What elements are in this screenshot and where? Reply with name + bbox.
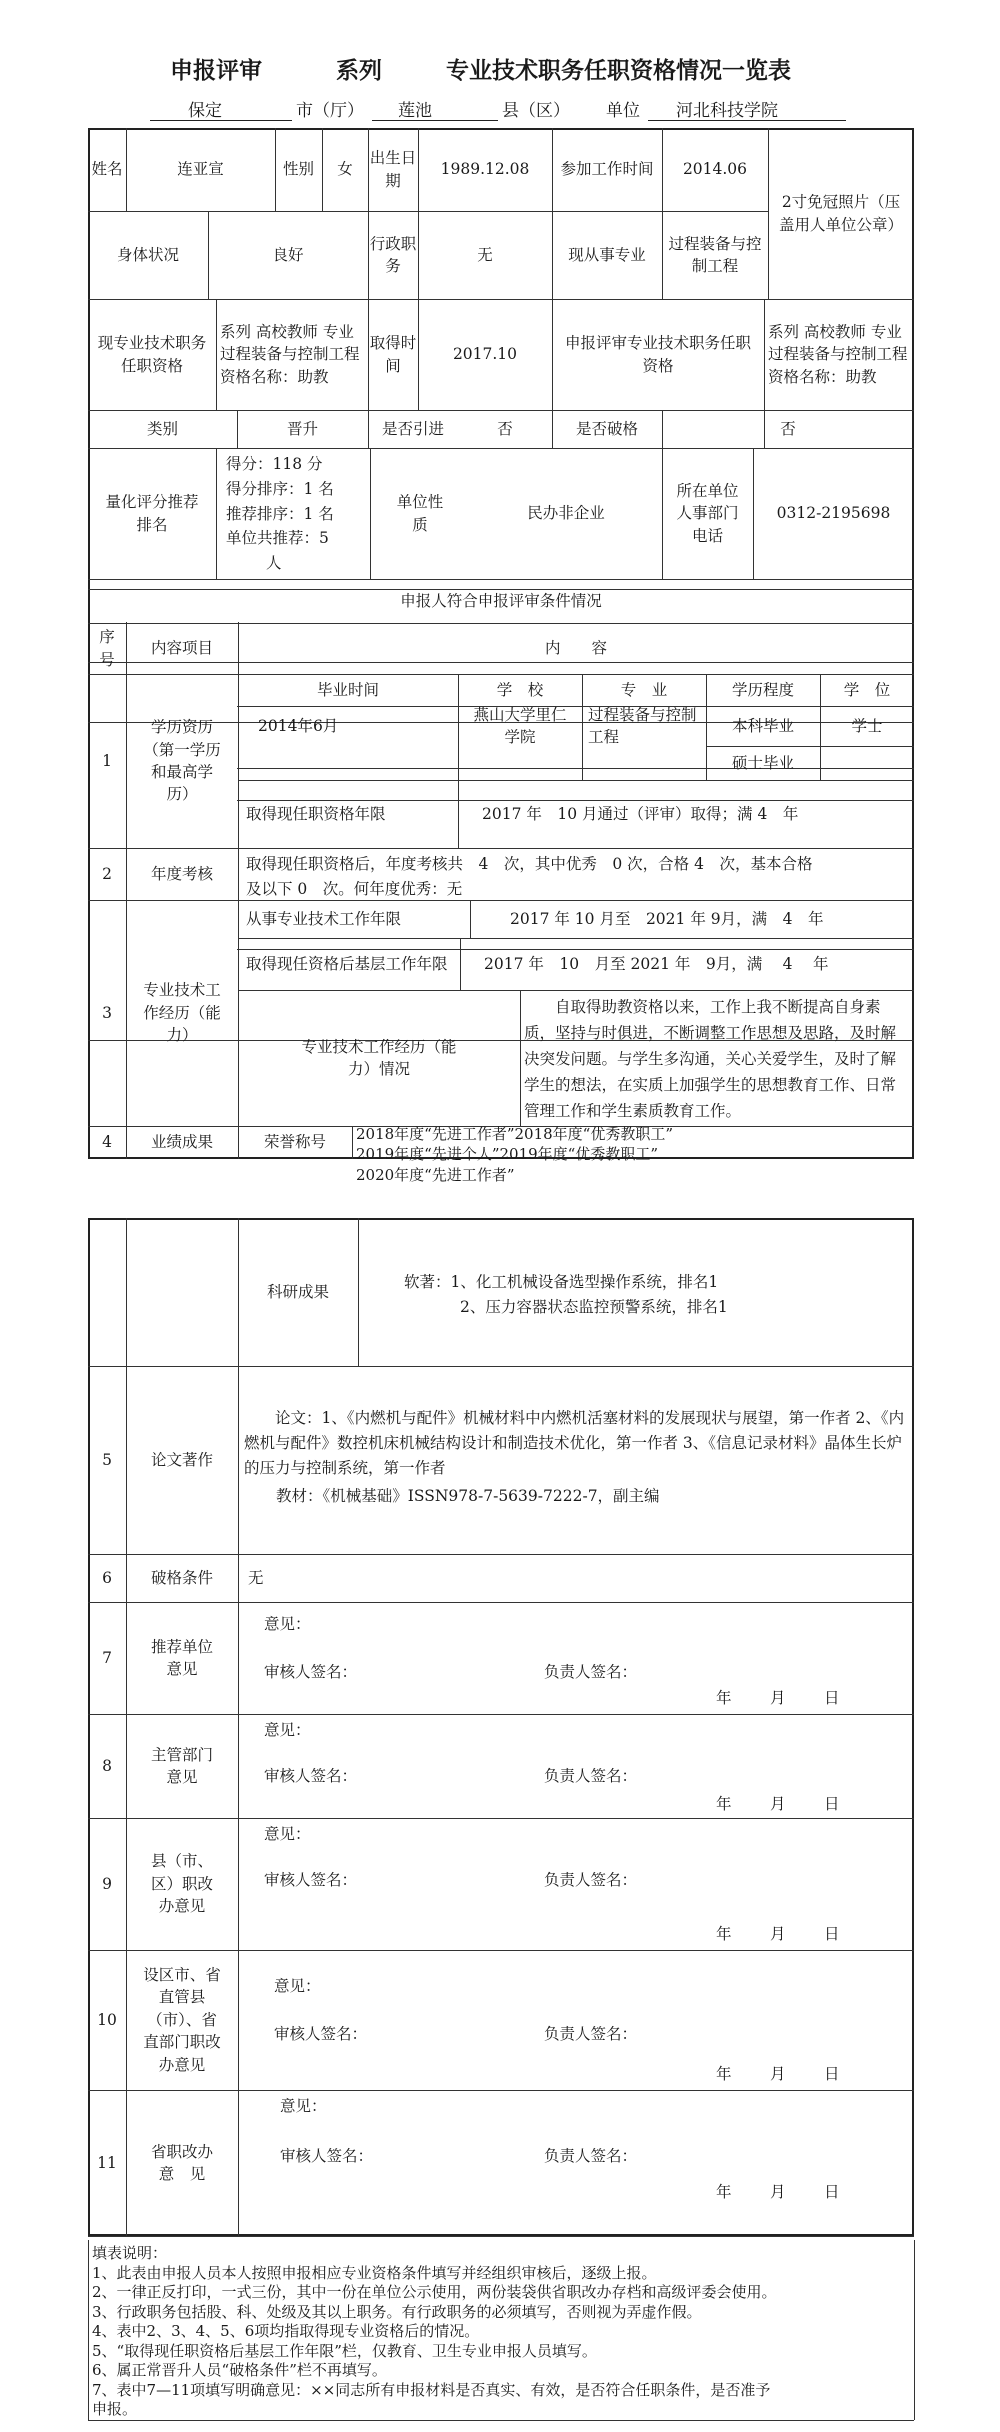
- leader-signature-label: 负责人签名：: [544, 1767, 638, 1785]
- work-start-label: 参加工作时间: [560, 160, 654, 179]
- exception-cond-value: 无: [248, 1568, 264, 1587]
- degree-value: 学士: [851, 716, 883, 735]
- date-day: 日: [824, 1689, 840, 1707]
- score-value: 得分：118 分 得分排序：1 名 推荐排序：1 名 单位共推荐：5 人: [226, 455, 334, 573]
- date-year: 年: [716, 1795, 732, 1813]
- exception-label: 是否破格: [575, 419, 638, 438]
- leader-signature-label: 负责人签名：: [544, 2025, 638, 2043]
- opinion-label: 推荐单位意见: [150, 1637, 213, 1678]
- county-underline: [372, 120, 498, 121]
- major-header: 专 业: [620, 680, 668, 699]
- admin-post-label: 行政职务: [369, 234, 417, 275]
- category-value: 晋升: [286, 419, 318, 438]
- current-major-label: 现从事专业: [568, 245, 646, 264]
- opinion-prompt: 意见：: [274, 1977, 321, 1995]
- obtain-time-label: 取得时间: [369, 334, 417, 375]
- city-value: 保定: [188, 101, 222, 121]
- school-header: 学 校: [496, 680, 544, 699]
- reviewer-signature-label: 审核人签名：: [264, 1871, 358, 1889]
- unit-nature-label: 单位性质: [396, 493, 444, 534]
- opinion-prompt: 意见：: [264, 1615, 311, 1633]
- textbook-value: 教材：《机械基础》ISSN978-7-5639-7222-7，副主编: [276, 1487, 660, 1505]
- opinion-prompt: 意见：: [264, 1721, 311, 1739]
- work-start-value: 2014.06: [682, 160, 748, 179]
- papers-value: 论文：1、《内燃机与配件》机械材料中内燃机活塞材料的发展现状与展望，第一作者 2、《内燃机与配件》数控机床机械结构设计和制造技术优化，第一作者 3、《信息记录材料》晶体生长炉的压力与控制系统，第一作者: [244, 1409, 905, 1477]
- opinion-no: 11: [97, 2153, 117, 2172]
- work-years-label: 从事专业技术工作年限: [246, 909, 402, 928]
- date-month: 月: [770, 2183, 786, 2201]
- papers-no: 5: [102, 1450, 112, 1469]
- leader-signature-label: 负责人签名：: [544, 2147, 638, 2165]
- assess-no: 2: [102, 864, 112, 883]
- score-label: 量化评分推荐排名: [105, 493, 199, 534]
- photo-placeholder: 2寸免冠照片（压盖用人单位公章）: [778, 193, 903, 234]
- opinion-label: 省职改办意 见: [150, 2142, 213, 2183]
- date-day: 日: [824, 1925, 840, 1943]
- honor-label: 荣誉称号: [263, 1133, 326, 1152]
- exception-cond-no: 6: [102, 1568, 112, 1587]
- qualification-years-value: 2017 年 10 月通过（评审）取得；满 4 年: [482, 804, 799, 823]
- date-year: 年: [716, 1925, 732, 1943]
- reviewer-signature-label: 审核人签名：: [274, 2025, 368, 2043]
- edu-level-value: 本科毕业: [731, 716, 794, 735]
- admin-post-value: 无: [477, 245, 493, 264]
- name-label: 姓名: [91, 160, 123, 179]
- introduced-label: 是否引进: [381, 419, 444, 438]
- unit-label: 单位: [606, 101, 640, 121]
- grassroots-years-label: 取得现任资格后基层工作年限: [246, 954, 448, 973]
- item-header: 内容项目: [150, 639, 213, 658]
- assess-value: 取得现任职资格后，年度考核共 4 次，其中优秀 0 次，合格 4 次，基本合格 及以下 0 次。何年度优秀：无: [246, 855, 813, 898]
- current-major-value: 过程装备与控制工程: [668, 234, 762, 275]
- edu-label: 学历资历（第一学历和最高学历）: [143, 718, 221, 804]
- date-day: 日: [824, 2065, 840, 2083]
- date-month: 月: [770, 2065, 786, 2083]
- unit-value: 河北科技学院: [676, 101, 778, 121]
- exception-value: 否: [780, 419, 796, 438]
- health-label: 身体状况: [116, 245, 179, 264]
- grad-time-value: 2014年6月: [258, 716, 339, 735]
- work-years-value: 2017 年 10 月至 2021 年 9月，满 4 年: [510, 909, 824, 928]
- date-year: 年: [716, 2065, 732, 2083]
- reviewer-signature-label: 审核人签名：: [264, 1663, 358, 1681]
- content-header: 内 容: [544, 639, 607, 658]
- county-unit-label: 县（区）: [502, 101, 570, 121]
- reviewer-signature-label: 审核人签名：: [264, 1767, 358, 1785]
- page-title: 专业技术职务任职资格情况一览表: [446, 58, 791, 84]
- opinion-no: 9: [102, 1874, 112, 1893]
- city-unit-label: 市（厅）: [296, 101, 364, 121]
- conditions-heading: 申报人符合申报评审条件情况: [400, 591, 602, 610]
- birth-value: 1989.12.08: [440, 160, 530, 179]
- edu-level-second-value: 硕士毕业: [731, 753, 794, 772]
- major-value: 过程装备与控制工程: [588, 705, 697, 746]
- unit-nature-value: 民办非企业: [527, 504, 605, 523]
- experience-desc-value: 自取得助教资格以来，工作上我不断提高自身素质，坚持与时俱进，不断调整工作思想及思路，及时解决突发问题。与学生多沟通，关心关爱学生，及时了解学生的想法，在实质上加强学生的思想教育工作、日常管理工作和学生素质教育工作。: [524, 998, 897, 1121]
- category-label: 类别: [146, 419, 178, 438]
- edu-level-header: 学历程度: [731, 680, 794, 699]
- reviewer-signature-label: 审核人签名：: [280, 2147, 374, 2165]
- date-month: 月: [770, 1795, 786, 1813]
- opinion-label: 主管部门意见: [150, 1745, 213, 1786]
- exception-cond-label: 破格条件: [150, 1568, 213, 1587]
- experience-label: 专业技术工作经历（能力）: [143, 981, 221, 1045]
- date-month: 月: [770, 1925, 786, 1943]
- papers-label: 论文著作: [150, 1450, 213, 1469]
- opinion-no: 10: [97, 2010, 117, 2029]
- obtain-time-value: 2017.10: [452, 345, 518, 364]
- grassroots-years-value: 2017 年 10 月至 2021 年 9月，满 4 年: [484, 954, 829, 973]
- honor-value: 2018年度“先进工作者”2018年度“优秀教职工” 2019年度“先进个人”2019年度“优秀教职工” 2020年度“先进工作者”: [356, 1125, 674, 1184]
- hr-phone-label: 所在单位人事部门电话: [676, 481, 739, 545]
- county-value: 莲池: [398, 101, 432, 121]
- opinion-prompt: 意见：: [280, 2097, 327, 2115]
- filling-notes: 填表说明： 1、此表由申报人员本人按照申报相应专业资格条件填写并经组织审核后，逐级上报。 2、一律正反打印，一式三份，其中一份在单位公示使用，两份装袋供省职改办存档和高级评委会使用。 3、行政职务包括股、科、处级及其以上职务。有行政职务的必须填写，否则视为弄虚作假。 4、表中2、3、4、5、6项均指取得现专业资格后的情况。 5、“取得现任职资格后基层工作年限”栏，仅教育、卫生专业申报人员填写。 6、属正常晋升人员“破格条件”栏不再填写。 7、表中7—11项填写明确意见：××同志所有申报材料是否真实、有效，是否符合任职条件，是否准予 申报。: [92, 2244, 777, 2418]
- opinion-prompt: 意见：: [264, 1825, 311, 1843]
- research-value: 软著：1、化工机械设备选型操作系统，排名1 2、压力容器状态监控预警系统，排名1: [404, 1273, 728, 1316]
- date-year: 年: [716, 1689, 732, 1707]
- leader-signature-label: 负责人签名：: [544, 1871, 638, 1889]
- assess-label: 年度考核: [150, 864, 213, 883]
- name-value: 连亚宣: [177, 160, 224, 179]
- qualification-years-label: 取得现任职资格年限: [246, 804, 386, 823]
- title-part-a: 申报评审: [170, 58, 262, 84]
- grad-time-header: 毕业时间: [316, 680, 379, 699]
- school-value: 燕山大学里仁学院: [473, 705, 567, 746]
- opinion-label: 县（市、区）职改办意见: [150, 1852, 213, 1916]
- city-underline: [150, 120, 292, 121]
- leader-signature-label: 负责人签名：: [544, 1663, 638, 1681]
- hr-phone-value: 0312-2195698: [776, 504, 891, 523]
- health-value: 良好: [272, 245, 304, 264]
- apply-qualification-value: 系列 高校教师 专业 过程装备与控制工程 资格名称：助教: [768, 322, 908, 386]
- apply-qualification-label: 申报评审专业技术职务任职资格: [564, 334, 751, 375]
- opinion-no: 7: [102, 1648, 112, 1667]
- results-label: 业绩成果: [150, 1133, 213, 1152]
- opinion-no: 8: [102, 1756, 112, 1775]
- unit-underline: [648, 120, 846, 121]
- edu-no: 1: [102, 751, 112, 770]
- sex-value: 女: [337, 160, 353, 179]
- seq-header: 序号: [99, 628, 115, 669]
- date-year: 年: [716, 2183, 732, 2201]
- research-label: 科研成果: [266, 1282, 329, 1301]
- degree-header: 学 位: [843, 680, 891, 699]
- current-qualification-value: 系列 高校教师 专业 过程装备与控制工程 资格名称：助教: [220, 322, 360, 386]
- introduced-value: 否: [497, 419, 513, 438]
- date-month: 月: [770, 1689, 786, 1707]
- experience-no: 3: [102, 1003, 112, 1022]
- opinion-label: 设区市、省直管县（市）、省直部门职改办意见: [143, 1965, 221, 2074]
- results-no: 4: [102, 1133, 112, 1152]
- date-day: 日: [824, 2183, 840, 2201]
- experience-desc-label: 专业技术工作经历（能力）情况: [301, 1037, 457, 1078]
- current-qualification-label: 现专业技术职务任职资格: [97, 334, 207, 375]
- title-part-b: 系列: [336, 58, 382, 84]
- date-day: 日: [824, 1795, 840, 1813]
- sex-label: 性别: [282, 160, 314, 179]
- birth-label: 出生日期: [369, 149, 417, 190]
